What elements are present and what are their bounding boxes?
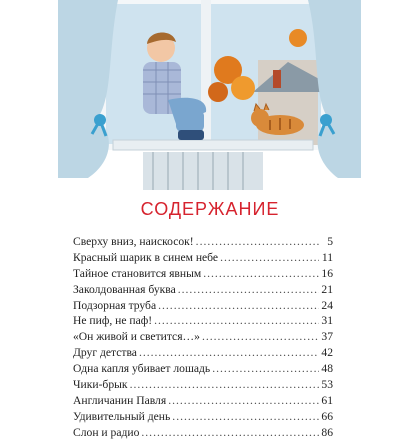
toc-entry-page: 21 (321, 282, 333, 296)
toc-entry[interactable] (73, 330, 333, 346)
toc-entry-title: Чики-брык (73, 378, 128, 392)
toc-entry-page: 5 (327, 235, 333, 248)
toc-entry-page: 66 (321, 409, 333, 423)
toc-entry[interactable] (73, 426, 333, 442)
toc-entry-title: Подзорная труба (73, 298, 157, 312)
toc-entry[interactable] (73, 267, 333, 283)
toc-leader-dots (130, 378, 319, 391)
toc-entry-page: 53 (321, 378, 333, 392)
toc-entry-title: Не пиф, не паф! (73, 314, 153, 328)
toc-entry-title: Одна капля убивает лошадь (73, 362, 211, 376)
toc-entry-page: 48 (321, 362, 333, 376)
toc-entry-page: 42 (321, 346, 333, 360)
toc-entry[interactable] (73, 410, 333, 426)
toc-entry[interactable] (73, 346, 333, 362)
toc-entry[interactable] (73, 378, 333, 394)
toc-entry-title: Сверху вниз, наискосок! (73, 235, 194, 248)
toc-leader-dots (154, 314, 319, 327)
toc-entry[interactable] (73, 235, 333, 251)
toc-leader-dots (141, 426, 319, 439)
toc-entry[interactable] (73, 251, 333, 267)
tree-leaves (208, 82, 228, 102)
toc-entry[interactable] (73, 394, 333, 410)
toc-entry-page: 61 (321, 393, 333, 407)
toc-leader-dots (139, 346, 319, 359)
toc-leader-dots (168, 394, 319, 407)
tree-leaves (231, 76, 255, 100)
chimney (273, 70, 281, 88)
toc-leader-dots (202, 330, 319, 343)
toc-entry-page: 16 (321, 266, 333, 280)
windowsill (113, 140, 313, 150)
contents-title: СОДЕРЖАНИЕ (140, 199, 280, 219)
illustration-boy-window (58, 0, 361, 190)
tree-leaves (289, 29, 307, 47)
contents-list (73, 235, 333, 442)
toc-leader-dots (220, 251, 319, 264)
toc-leader-dots (178, 283, 319, 296)
toc-entry-title: Друг детства (73, 346, 137, 360)
toc-entry[interactable] (73, 299, 333, 315)
toc-entry-page: 37 (321, 330, 333, 344)
toc-entry-page: 31 (321, 314, 333, 328)
toc-leader-dots (172, 410, 319, 423)
toc-leader-dots (196, 235, 319, 248)
toc-entry[interactable] (73, 283, 333, 299)
toc-entry[interactable] (73, 362, 333, 378)
toc-entry[interactable] (73, 314, 333, 330)
toc-entry-title: Удивительный день (73, 409, 171, 423)
toc-entry-title: Слон и радио (73, 425, 140, 439)
toc-leader-dots (212, 362, 319, 375)
toc-entry-title: Англичанин Павля (73, 393, 167, 407)
toc-leader-dots (203, 267, 319, 280)
toc-entry-title: Красный шарик в синем небе (73, 250, 219, 264)
toc-entry-title: «Он живой и светится…» (73, 330, 200, 344)
toc-entry-title: Заколдованная буква (73, 282, 176, 296)
toc-leader-dots (158, 299, 319, 312)
toc-entry-page: 11 (321, 250, 333, 264)
radiator (143, 152, 263, 190)
toc-entry-title: Тайное становится явным (73, 266, 202, 280)
toc-entry-page: 86 (321, 425, 333, 439)
toc-entry-page: 24 (321, 298, 333, 312)
